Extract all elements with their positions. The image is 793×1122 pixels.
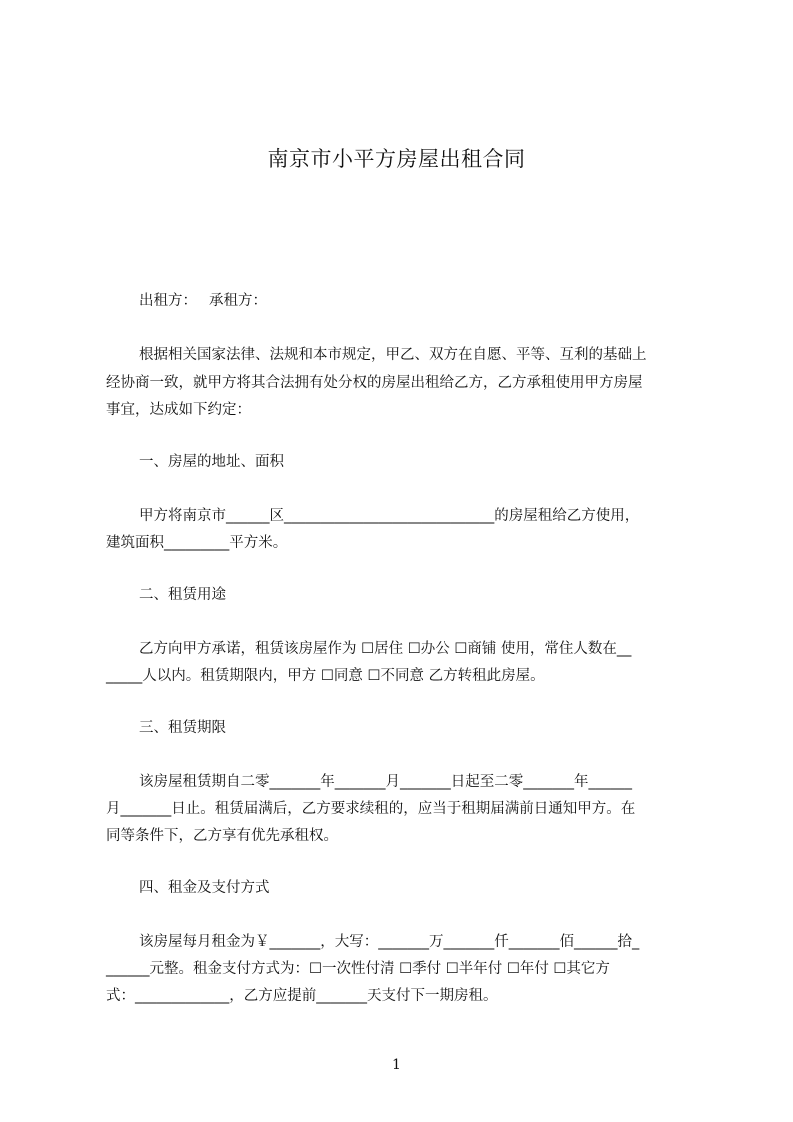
document-title: 南京市小平方房屋出租合同	[267, 147, 526, 171]
section-4-line-1: 该房屋每月租金为￥_______，大写：_______万_______仟_______佰______拾_	[139, 934, 640, 950]
parties-line	[139, 291, 267, 311]
section-2-line-1: 乙方向甲方承诺，租赁该房屋作为 ☐居住 ☐办公 ☐商铺 使用，常住人数在__	[139, 641, 632, 657]
section-2-line-2: _____人以内。租赁期限内，甲方 ☐同意 ☐不同意 乙方转租此房屋。	[106, 668, 545, 684]
section-3-heading: 三、租赁期限	[139, 720, 226, 736]
section-1-line-2: 建筑面积_________平方米。	[106, 535, 288, 551]
lessor-label: 出租方：	[139, 293, 197, 309]
section-3-line-2: 月_______日止。租赁届满后，乙方要求续租的，应当于租期届满前日通知甲方。在	[106, 801, 636, 817]
page-number: 1	[392, 1057, 401, 1073]
section-1-line-1: 甲方将南京市______区_____________________________的房屋租给乙方使用，	[139, 508, 640, 524]
preamble-line-1: 根据相关国家法律、法规和本市规定，甲乙、双方在自愿、平等、互利的基础上	[139, 347, 647, 363]
preamble-line-3: 事宜，达成如下约定：	[106, 402, 251, 418]
section-2-heading: 二、租赁用途	[139, 587, 226, 603]
section-4-heading: 四、租金及支付方式	[139, 880, 270, 896]
section-4-line-2: ______元整。租金支付方式为：☐一次性付清 ☐季付 ☐半年付 ☐年付 ☐其它方	[106, 961, 610, 977]
preamble-line-2: 经协商一致，就甲方将其合法拥有处分权的房屋出租给乙方，乙方承租使用甲方房屋	[106, 375, 643, 391]
lessee-label: 承租方：	[209, 293, 267, 309]
section-3-line-1: 该房屋租赁期自二零_______年_______月_______日起至二零_______年______	[139, 774, 632, 790]
section-1-heading: 一、房屋的地址、面积	[139, 454, 284, 470]
section-3-line-3: 同等条件下，乙方享有优先承租权。	[106, 828, 338, 844]
section-4-line-3: 式：_____________，乙方应提前_______天支付下一期房租。	[106, 988, 498, 1004]
